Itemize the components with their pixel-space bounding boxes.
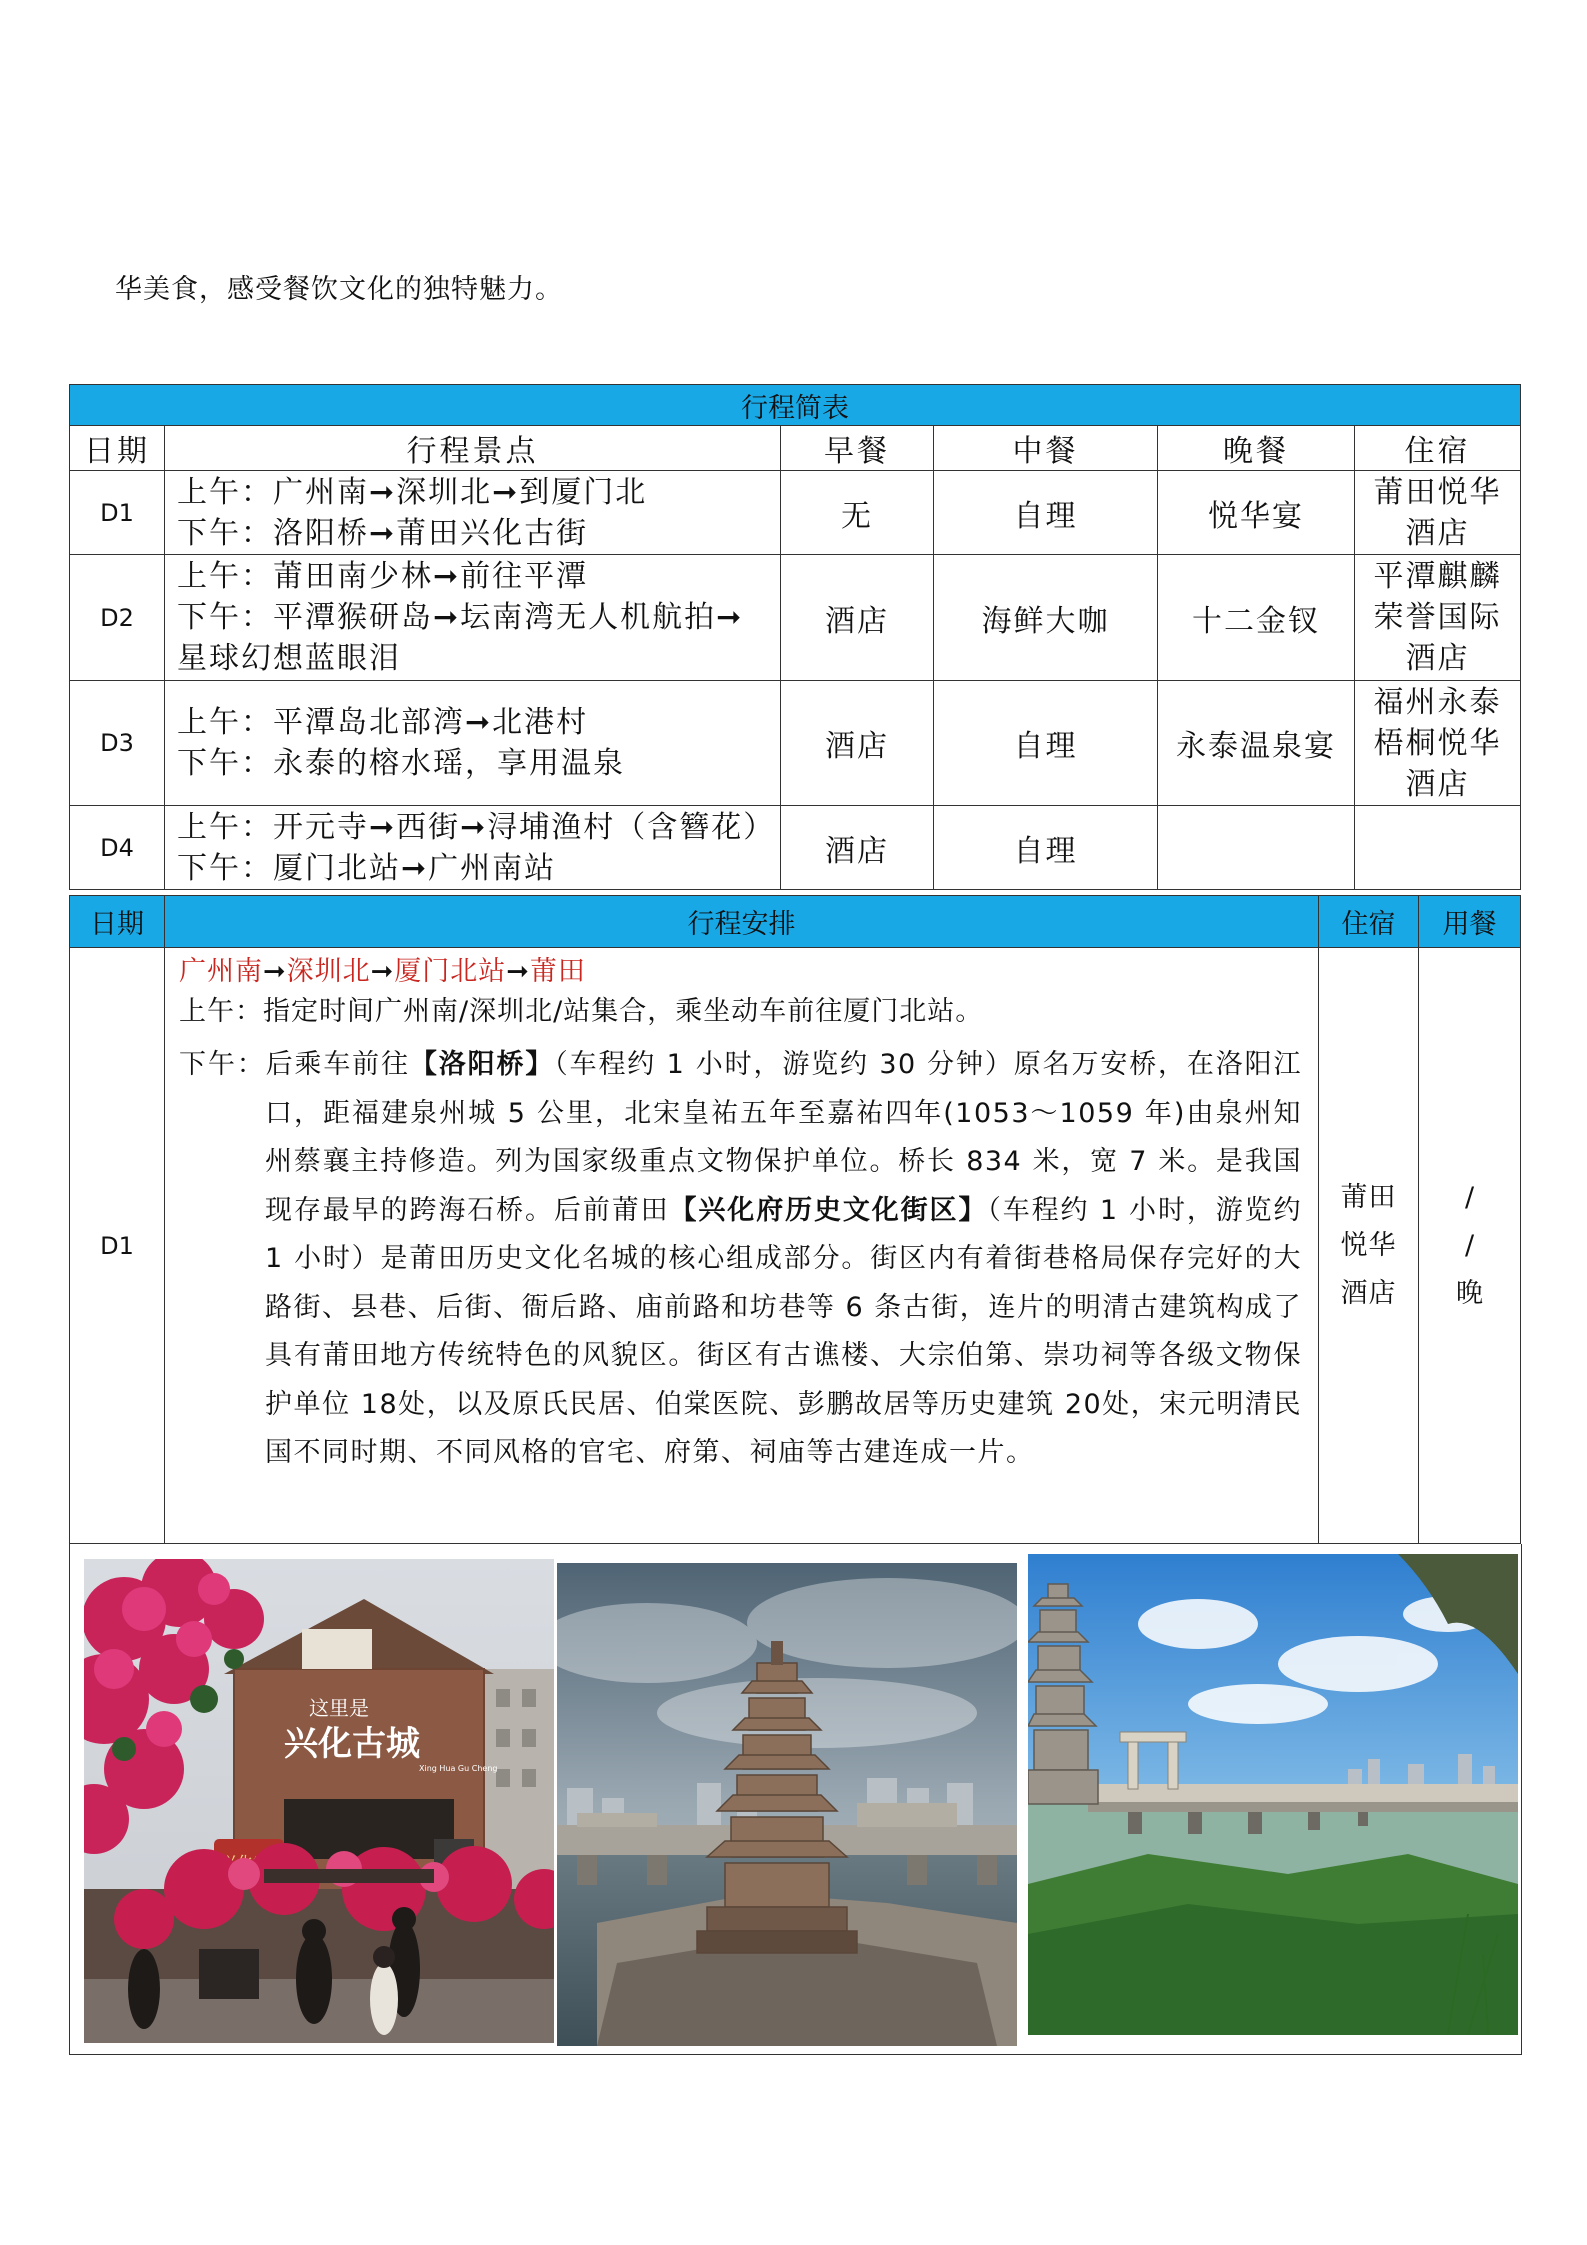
detail-meals-cell [1419, 948, 1521, 1544]
pm-label: 下午： [179, 1049, 266, 1080]
route-am: 上午：莆田南少林➞前往平潭 [177, 559, 589, 594]
route-pm: 下午：平潭猴研岛➞坛南湾无人机航拍➞ [177, 600, 744, 635]
table-row [70, 471, 1521, 555]
pm-highlight: 【兴化府历史文化街区】 [669, 1194, 988, 1226]
route-pm: 下午：永泰的榕水瑶，享用温泉 [177, 746, 625, 781]
detail-header-meals: 用餐 [1419, 896, 1521, 948]
header-dinner: 晚餐 [1158, 426, 1355, 471]
table-row [70, 555, 1521, 681]
pm-highlight: 【洛阳桥】 [409, 1049, 555, 1080]
detail-header-schedule: 行程安排 [165, 896, 1319, 948]
photo-stone-bridge [1028, 1554, 1518, 2035]
detail-am: 上午：指定时间广州南/深圳北/站集合，乘坐动车前往厦门北站。 [179, 996, 984, 1027]
breakfast-cell: 无 [781, 471, 934, 555]
lunch-cell: 自理 [934, 681, 1158, 806]
hotel-cell [1355, 806, 1521, 890]
day-cell: D4 [70, 806, 165, 890]
header-hotel: 住宿 [1355, 426, 1521, 471]
detail-pm [179, 1041, 1302, 1478]
hotel-line: 荣誉国际 [1373, 600, 1502, 635]
intro-text: 华美食，感受餐饮文化的独特魅力。 [115, 274, 563, 305]
route-stop: 深圳北 [286, 956, 371, 987]
header-route: 行程景点 [165, 426, 781, 471]
pm-text: （车程约 1 小时，游览约 1 小时）是莆田历史文化名城的核心组成部分。街区内有着街巷格局保存完好的大路街、县巷、后街、衙后路、庙前路和坊巷等 6 条古街，连片的明清古建筑构成了具有莆田地方传统特色的风貌区。街区有古谯楼、大宗伯第、崇功祠等各级文物保护单位 18处，以及原氏民居、伯棠医院、彭鹏故居等历史建筑 20处，宋元明清民国不同时期、不同风格的官宅、府第、祠庙等古建连成一片。 [265, 1194, 1303, 1468]
detail-header-date: 日期 [70, 896, 165, 948]
route-stop: 莆田 [529, 956, 586, 987]
summary-table [69, 384, 1521, 890]
route-pm: 下午：厦门北站➞广州南站 [177, 850, 557, 886]
detail-header-stay: 住宿 [1319, 896, 1419, 948]
hotel-cell [1355, 681, 1521, 806]
dinner-cell: 悦华宴 [1158, 471, 1355, 555]
day-cell: D1 [70, 471, 165, 555]
meal-line: 晚 [1456, 1277, 1483, 1309]
detail-stay-cell [1319, 948, 1419, 1544]
table-row [70, 681, 1521, 806]
detail-content [165, 948, 1319, 1544]
dinner-cell: 永泰温泉宴 [1158, 681, 1355, 806]
stay-line: 莆田 [1340, 1181, 1397, 1213]
table-row [70, 806, 1521, 890]
hotel-cell [1355, 471, 1521, 555]
photo-panel [69, 1544, 1522, 2055]
sign-text-small: Xing Hua Gu Cheng [419, 1764, 498, 1773]
detail-day-cell: D1 [70, 948, 165, 1544]
photo-pagoda-bridge [557, 1563, 1017, 2046]
route-cell [165, 471, 781, 555]
hotel-cell [1355, 555, 1521, 681]
route-extra: 星球幻想蓝眼泪 [177, 641, 401, 676]
route-am: 上午：广州南➞深圳北➞到厦门北 [177, 474, 648, 510]
arrow-icon: ➞ [506, 956, 530, 987]
route-cell [165, 806, 781, 890]
stay-line: 酒店 [1340, 1277, 1397, 1309]
summary-header-row [70, 426, 1521, 471]
photo-ancient-town [84, 1559, 554, 2043]
summary-title: 行程简表 [70, 385, 1521, 426]
pm-text: 后乘车前往 [265, 1049, 410, 1080]
hotel-line: 福州永泰 [1373, 684, 1502, 720]
stay-line: 悦华 [1340, 1229, 1397, 1261]
route-am: 上午：开元寺➞西街➞浔埔渔村（含簪花） [177, 809, 776, 845]
arrow-icon: ➞ [263, 956, 287, 987]
route-cell [165, 681, 781, 806]
route-pm: 下午：洛阳桥➞莆田兴化古街 [177, 515, 589, 551]
breakfast-cell: 酒店 [781, 681, 934, 806]
route-stop: 广州南 [179, 956, 263, 987]
route-line [179, 953, 1302, 991]
dinner-cell [1158, 806, 1355, 890]
header-breakfast: 早餐 [781, 426, 934, 471]
lunch-cell: 自理 [934, 471, 1158, 555]
detail-table [69, 895, 1521, 1544]
lunch-cell: 自理 [934, 806, 1158, 890]
pm-text: （车程约 1 小时，游览约 30 分钟）原名万安桥，在洛阳江口，距福建泉州城 5 公里，北宋皇祐五年至嘉祐四年(1053～1059 年)由泉州知州蔡襄主持修造。列为国家级重点文物保护单位。桥长 834 米，宽 7 米。是我国现存最早的跨海石桥。后前莆田 [265, 1049, 1302, 1226]
hotel-line: 平潭麒麟 [1373, 559, 1502, 594]
dinner-cell: 十二金钗 [1158, 555, 1355, 681]
meal-line: / [1464, 1229, 1475, 1261]
sign-text-main: 兴化古城 [284, 1724, 420, 1764]
route-cell [165, 555, 781, 681]
breakfast-cell: 酒店 [781, 806, 934, 890]
meal-line: / [1464, 1181, 1475, 1213]
detail-header-row [70, 896, 1521, 948]
hotel-line: 酒店 [1405, 515, 1470, 551]
hotel-line: 酒店 [1405, 641, 1470, 676]
hotel-line: 酒店 [1405, 766, 1470, 802]
hotel-line: 梧桐悦华 [1373, 725, 1502, 761]
hotel-line: 莆田悦华 [1373, 474, 1502, 510]
sign-text-top: 这里是 [309, 1696, 369, 1720]
arrow-icon: ➞ [370, 956, 395, 987]
day-cell: D2 [70, 555, 165, 681]
breakfast-cell: 酒店 [781, 555, 934, 681]
detail-row [70, 948, 1521, 1544]
route-stop: 厦门北站 [394, 956, 507, 987]
day-cell: D3 [70, 681, 165, 806]
route-am: 上午：平潭岛北部湾➞北港村 [177, 705, 589, 740]
header-lunch: 中餐 [934, 426, 1158, 471]
header-date: 日期 [70, 426, 165, 471]
lunch-cell: 海鲜大咖 [934, 555, 1158, 681]
